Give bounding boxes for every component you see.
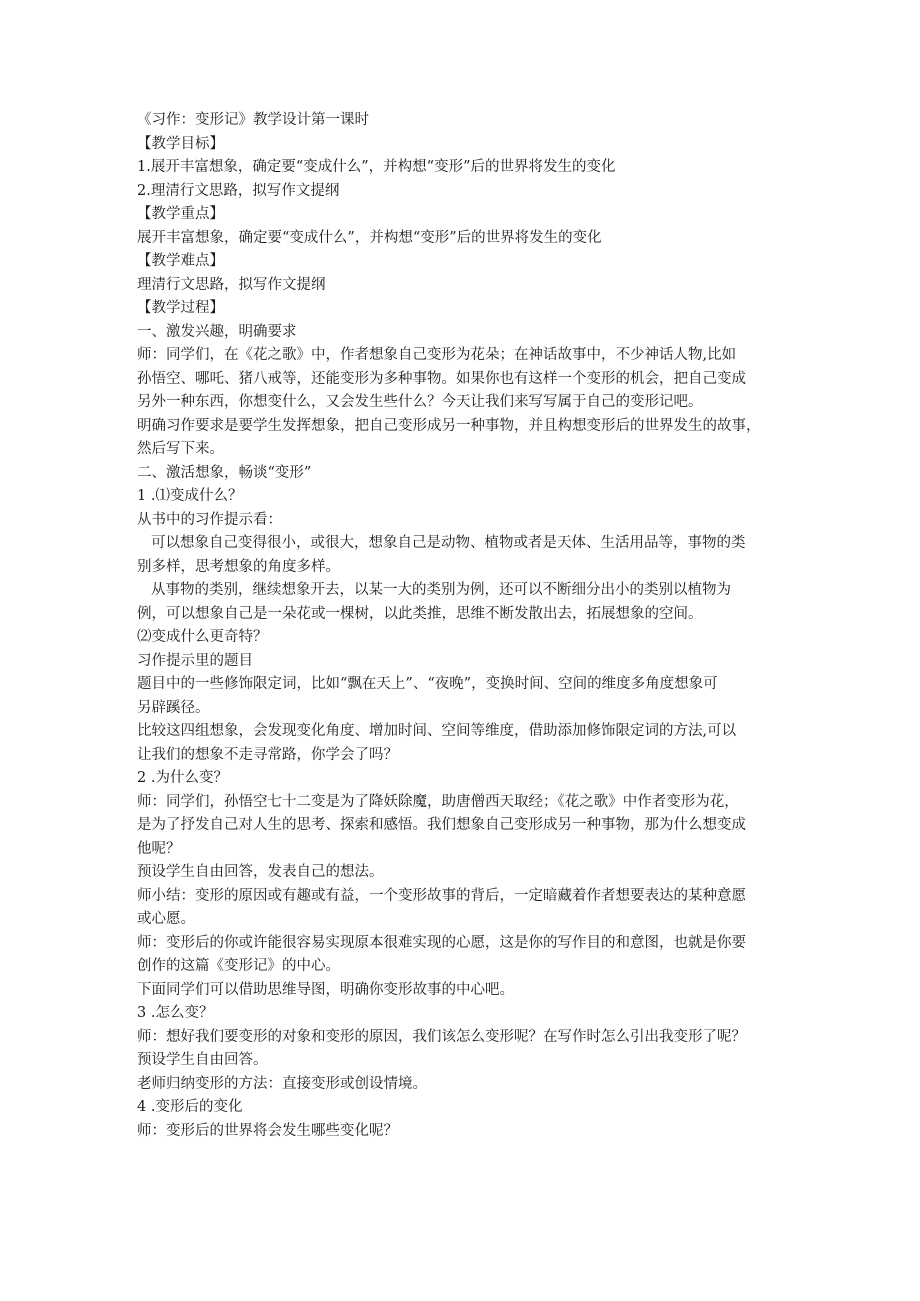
- text-line: 孙悟空、哪吒、猪八戒等，还能变形为多种事物。如果你也有这样一个变形的机会，把自己变成: [137, 370, 746, 387]
- text-line: 他呢？: [137, 840, 181, 857]
- text-line: 从事物的类别，继续想象开去，以某一大的类别为例，还可以不断细分出小的类别以植物为: [151, 582, 731, 598]
- text-line: 师：想好我们要变形的对象和变形的原因，我们该怎么变形呢？在写作时怎么引出我变形了呢？: [137, 1028, 746, 1045]
- section-heading: 【教学难点】: [137, 253, 224, 269]
- text-line: 创作的这篇《变形记》的中心。: [137, 958, 340, 974]
- text-line: 1.展开丰富想象，确定要“变成什么”，并构想“变形”后的世界将发生的变化: [137, 159, 616, 175]
- text-line: 或心愿。: [137, 911, 195, 927]
- subsection-heading: 一、激发兴趣，明确要求: [137, 323, 297, 340]
- text-line: 4 .变形后的变化: [137, 1099, 243, 1115]
- text-line: 3 .怎么变？: [137, 1005, 214, 1021]
- text-line: 预设学生自由回答，发表自己的想法。: [137, 864, 384, 880]
- text-line: 1 .⑴变成什么？: [137, 488, 243, 504]
- section-heading: 【教学重点】: [137, 206, 224, 222]
- text-line: 下面同学们可以借助思维导图，明确你变形故事的中心吧。: [137, 981, 514, 998]
- text-line: 例，可以想象自己是一朵花或一棵树，以此类推，思维不断发散出去，拓展想象的空间。: [137, 605, 703, 622]
- text-line: 另外一种东西，你想变什么，又会发生些什么？今天让我们来写写属于自己的变形记吧。: [137, 394, 703, 410]
- text-line: ⑵变成什么更奇特？: [137, 629, 268, 645]
- section-heading: 【教学目标】: [137, 135, 224, 152]
- text-line: 2.理清行文思路，拟写作文提纲: [137, 182, 340, 199]
- text-line: 习作提示里的题目: [137, 652, 253, 669]
- section-heading: 【教学过程】: [137, 300, 224, 316]
- text-line: 理清行文思路，拟写作文提纲: [137, 276, 326, 293]
- document-title: 《习作：变形记》教学设计第一课时: [137, 112, 369, 128]
- text-line: 展开丰富想象，确定要“变成什么”，并构想“变形”后的世界将发生的变化: [137, 229, 602, 246]
- text-line: 老师归纳变形的方法：直接变形或创设情境。: [137, 1075, 427, 1092]
- text-line: 是为了抒发自己对人生的思考、探索和感悟。我们想象自己变形成另一种事物，那为什么想变成: [137, 817, 746, 833]
- text-line: 从书中的习作提示看：: [137, 511, 282, 528]
- text-line: 预设学生自由回答。: [137, 1052, 268, 1068]
- text-line: 师小结：变形的原因或有趣或有益，一个变形故事的背后，一定暗藏着作者想要表达的某种意愿: [137, 887, 746, 904]
- text-line: 比较这四组想象，会发现变化角度、增加时间、空间等维度，借助添加修饰限定词的方法,可以: [137, 723, 737, 739]
- text-line: 师：变形后的世界将会发生哪些变化呢？: [137, 1122, 398, 1139]
- text-line: 然后写下来。: [137, 441, 224, 457]
- text-line: 师：同学们，在《花之歌》中，作者想象自己变形为花朵；在神话故事中，不少神话人物,比如: [137, 347, 737, 363]
- text-line: 师：变形后的你或许能很容易实现原本很难实现的心愿，这是你的写作目的和意图，也就是你要: [137, 934, 746, 951]
- text-line: 可以想象自己变得很小，或很大，想象自己是动物、植物或者是天体、生活用品等，事物的类: [151, 535, 746, 551]
- text-line: 别多样，思考想象的角度多样。: [137, 558, 340, 575]
- text-line: 题目中的一些修饰限定词，比如“飘在天上”、“夜晚”，变换时间、空间的维度多角度想象可: [137, 676, 718, 692]
- subsection-heading: 二、激活想象，畅谈“变形”: [137, 464, 312, 481]
- text-line: 另辟蹊径。: [137, 699, 210, 716]
- text-line: 2 .为什么变？: [137, 770, 228, 786]
- text-line: 让我们的想象不走寻常路，你学会了吗？: [137, 746, 398, 763]
- text-line: 明确习作要求是要学生发挥想象，把自己变形成另一种事物，并且构想变形后的世界发生的故事，: [137, 417, 761, 434]
- document-page: [137, 109, 799, 1143]
- text-line: 师：同学们，孙悟空七十二变是为了降妖除魔，助唐僧西天取经；《花之歌》中作者变形为花，: [137, 793, 739, 810]
